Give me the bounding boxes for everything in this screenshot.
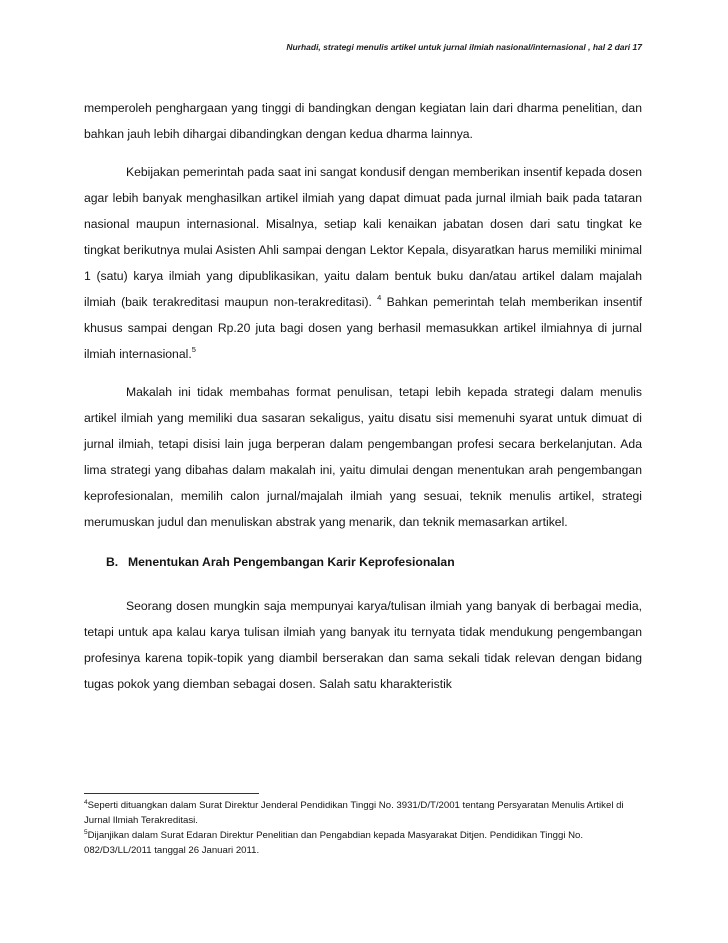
footnote-5-text: Dijanjikan dalam Surat Edaran Direktur Penelitian dan Pengabdian kepada Masyarakat Ditjen. Pendidikan Tinggi No. 082/D3/LL/2011 tanggal 26 Januari 2011. [84,830,584,856]
footnote-mark-5: 5 [84,829,88,836]
paragraph-1: memperoleh penghargaan yang tinggi di bandingkan dengan kegiatan lain dari dharma penelitian, dan bahkan jauh lebih dihargai dibandingkan dengan kedua dharma lainnya. [84,101,642,141]
section-heading [84,549,642,575]
paragraph-2-text-a: Kebijakan pemerintah pada saat ini sangat kondusif dengan memberikan insentif kepada dosen agar lebih banyak menghasilkan artikel ilmiah yang dapat dimuat pada jurnal ilmiah baik pada tataran nasional maupun internasional. Misalnya, setiap kali kenaikan jabatan dosen dari satu tingkat ke tingkat berikutnya mulai Asisten Ahli sampai dengan Lektor Kepala, disyaratkan harus memiliki minimal 1 (satu) karya ilmiah yang dipublikasikan, yaitu dalam bentuk buku dan/atau artikel dalam majalah ilmiah (baik terakreditasi maupun non-terakreditasi). [84,165,642,309]
section-title: Menentukan Arah Pengembangan Karir Keprofesionalan [128,555,455,569]
paragraph-3: Makalah ini tidak membahas format penulisan, tetapi lebih kepada strategi dalam menulis artikel ilmiah yang memiliki dua sasaran sekaligus, yaitu disatu sisi memenuhi syarat untuk dimuat di jurnal ilmiah, tetapi disisi lain juga berperan dalam pengembangan profesi secara berkelanjutan. Ada lima strategi yang dibahas dalam makalah ini, yaitu dimulai dengan menentukan arah pengembangan keprofesionalan, memilih calon jurnal/majalah ilmiah yang sesuai, teknik menulis artikel, strategi merumuskan judul dan menuliskan abstrak yang menarik, dan teknik memasarkan artikel. [84,385,642,529]
footnote-5 [84,828,644,858]
body-text [84,95,642,697]
paragraph-4: Seorang dosen mungkin saja mempunyai karya/tulisan ilmiah yang banyak di berbagai media, tetapi untuk apa kalau karya tulisan ilmiah yang banyak itu ternyata tidak mendukung pengembangan profesinya karena topik-topik yang diambil berserakan dan sama sekali tidak relevan dengan bidang tugas pokok yang diemban sebagai dosen. Salah satu kharakteristik [84,599,642,691]
paragraph-2-text-b: Bahkan pemerintah telah memberikan insentif khusus sampai dengan Rp.20 juta bagi dosen yang berhasil memasukkan artikel ilmiahnya di jurnal ilmiah internasional. [84,295,643,361]
footnote-4-text: Seperti dituangkan dalam Surat Direktur Jenderal Pendidikan Tinggi No. 3931/D/T/2001 tentang Persyaratan Menulis Artikel di Jurnal Ilmiah Terakreditasi. [84,800,624,826]
running-header: Nurhadi, strategi menulis artikel untuk jurnal ilmiah nasional/internasional , hal 2 dari 17 [286,42,642,52]
footnote-4 [84,798,644,828]
footnote-ref-4[interactable]: 4 [377,293,382,302]
paragraph-2 [84,159,642,367]
section-number: B. [106,555,119,569]
footnote-separator [84,793,259,794]
footnote-ref-5[interactable]: 5 [191,345,196,354]
footnotes [84,798,644,858]
footnote-mark-4: 4 [84,799,88,806]
